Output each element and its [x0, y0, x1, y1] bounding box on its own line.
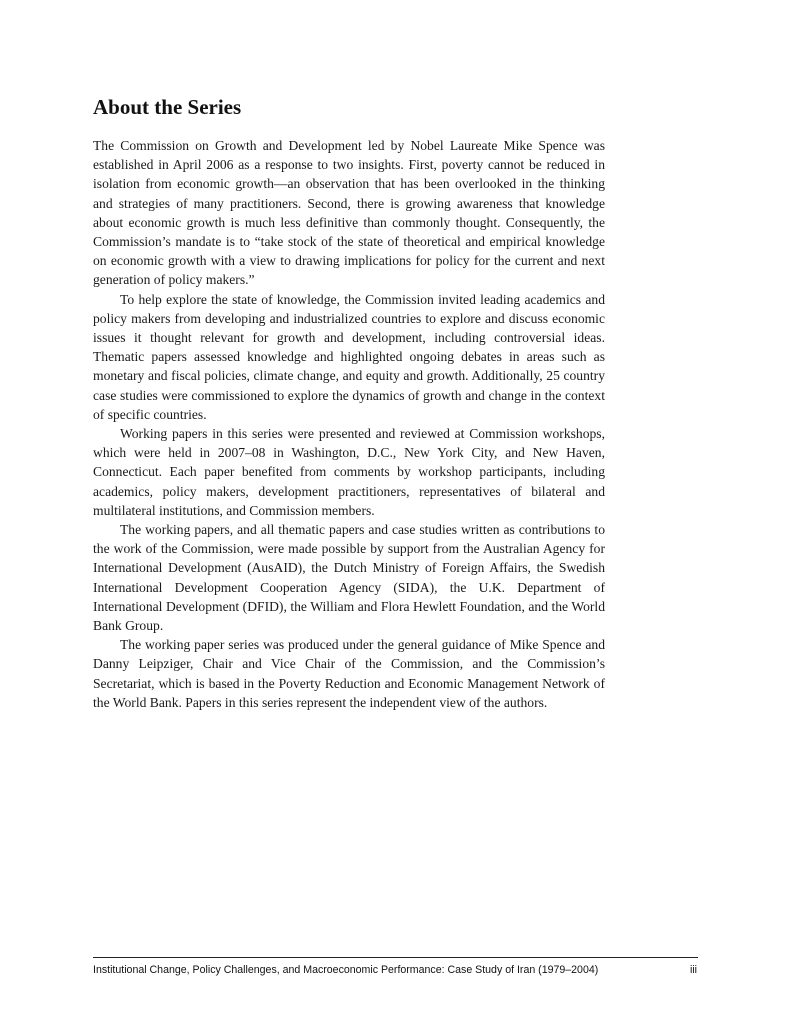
- paragraph-intro: The Commission on Growth and Development led by Nobel Laureate Mike Spence was established in April 2006 as a response to two insights. First, poverty cannot be reduced in isolation from economic growth—an observation that has been overlooked in the thinking and strategies of many practitioners. Second, there is growing awareness that knowledge about economic growth is much less definitive than commonly thought. Consequently, the Commission’s mandate is to “take stock of the state of theoretical and empirical knowledge on economic growth with a view to drawing implications for policy for the current and next generation of policy makers.”: [93, 138, 605, 288]
- paragraph-guidance: The working paper series was produced under the general guidance of Mike Spence and Danny Leipziger, Chair and Vice Chair of the Commission, and the Commission’s Secretariat, which is based in the Poverty Reduction and Economic Management Network of the World Bank. Papers in this series represent the independent view of the authors.: [93, 637, 605, 710]
- footer-title: Institutional Change, Policy Challenges, and Macroeconomic Performance: Case Study of Iran (1979–2004): [93, 964, 599, 976]
- page-title: About the Series: [93, 95, 242, 119]
- paragraph-workshops: Working papers in this series were presented and reviewed at Commission workshops, which were held in 2007–08 in Washington, D.C., New York City, and New Haven, Connecticut. Each paper benefited from comments by workshop participants, including academics, policy makers, development practitioners, representatives of bilateral and multilateral institutions, and Commission members.: [93, 426, 605, 518]
- footer-divider: [93, 957, 698, 958]
- page-number: iii: [689, 964, 697, 976]
- body-text: [93, 136, 605, 712]
- paragraph-support: The working papers, and all thematic papers and case studies written as contributions to the work of the Commission, were made possible by support from the Australian Agency for International Development (AusAID), the Dutch Ministry of Foreign Affairs, the Swedish International Development Cooperation Agency (SIDA), the U.K. Department of International Development (DFID), the William and Flora Hewlett Foundation, and the World Bank Group.: [93, 522, 605, 634]
- paragraph-knowledge: To help explore the state of knowledge, the Commission invited leading academics and policy makers from developing and industrialized countries to explore and discuss economic issues it thought relevant for growth and development, including controversial ideas. Thematic papers assessed knowledge and highlighted ongoing debates in areas such as monetary and fiscal policies, climate change, and equity and growth. Additionally, 25 country case studies were commissioned to explore the dynamics of growth and change in the context of specific countries.: [93, 291, 605, 422]
